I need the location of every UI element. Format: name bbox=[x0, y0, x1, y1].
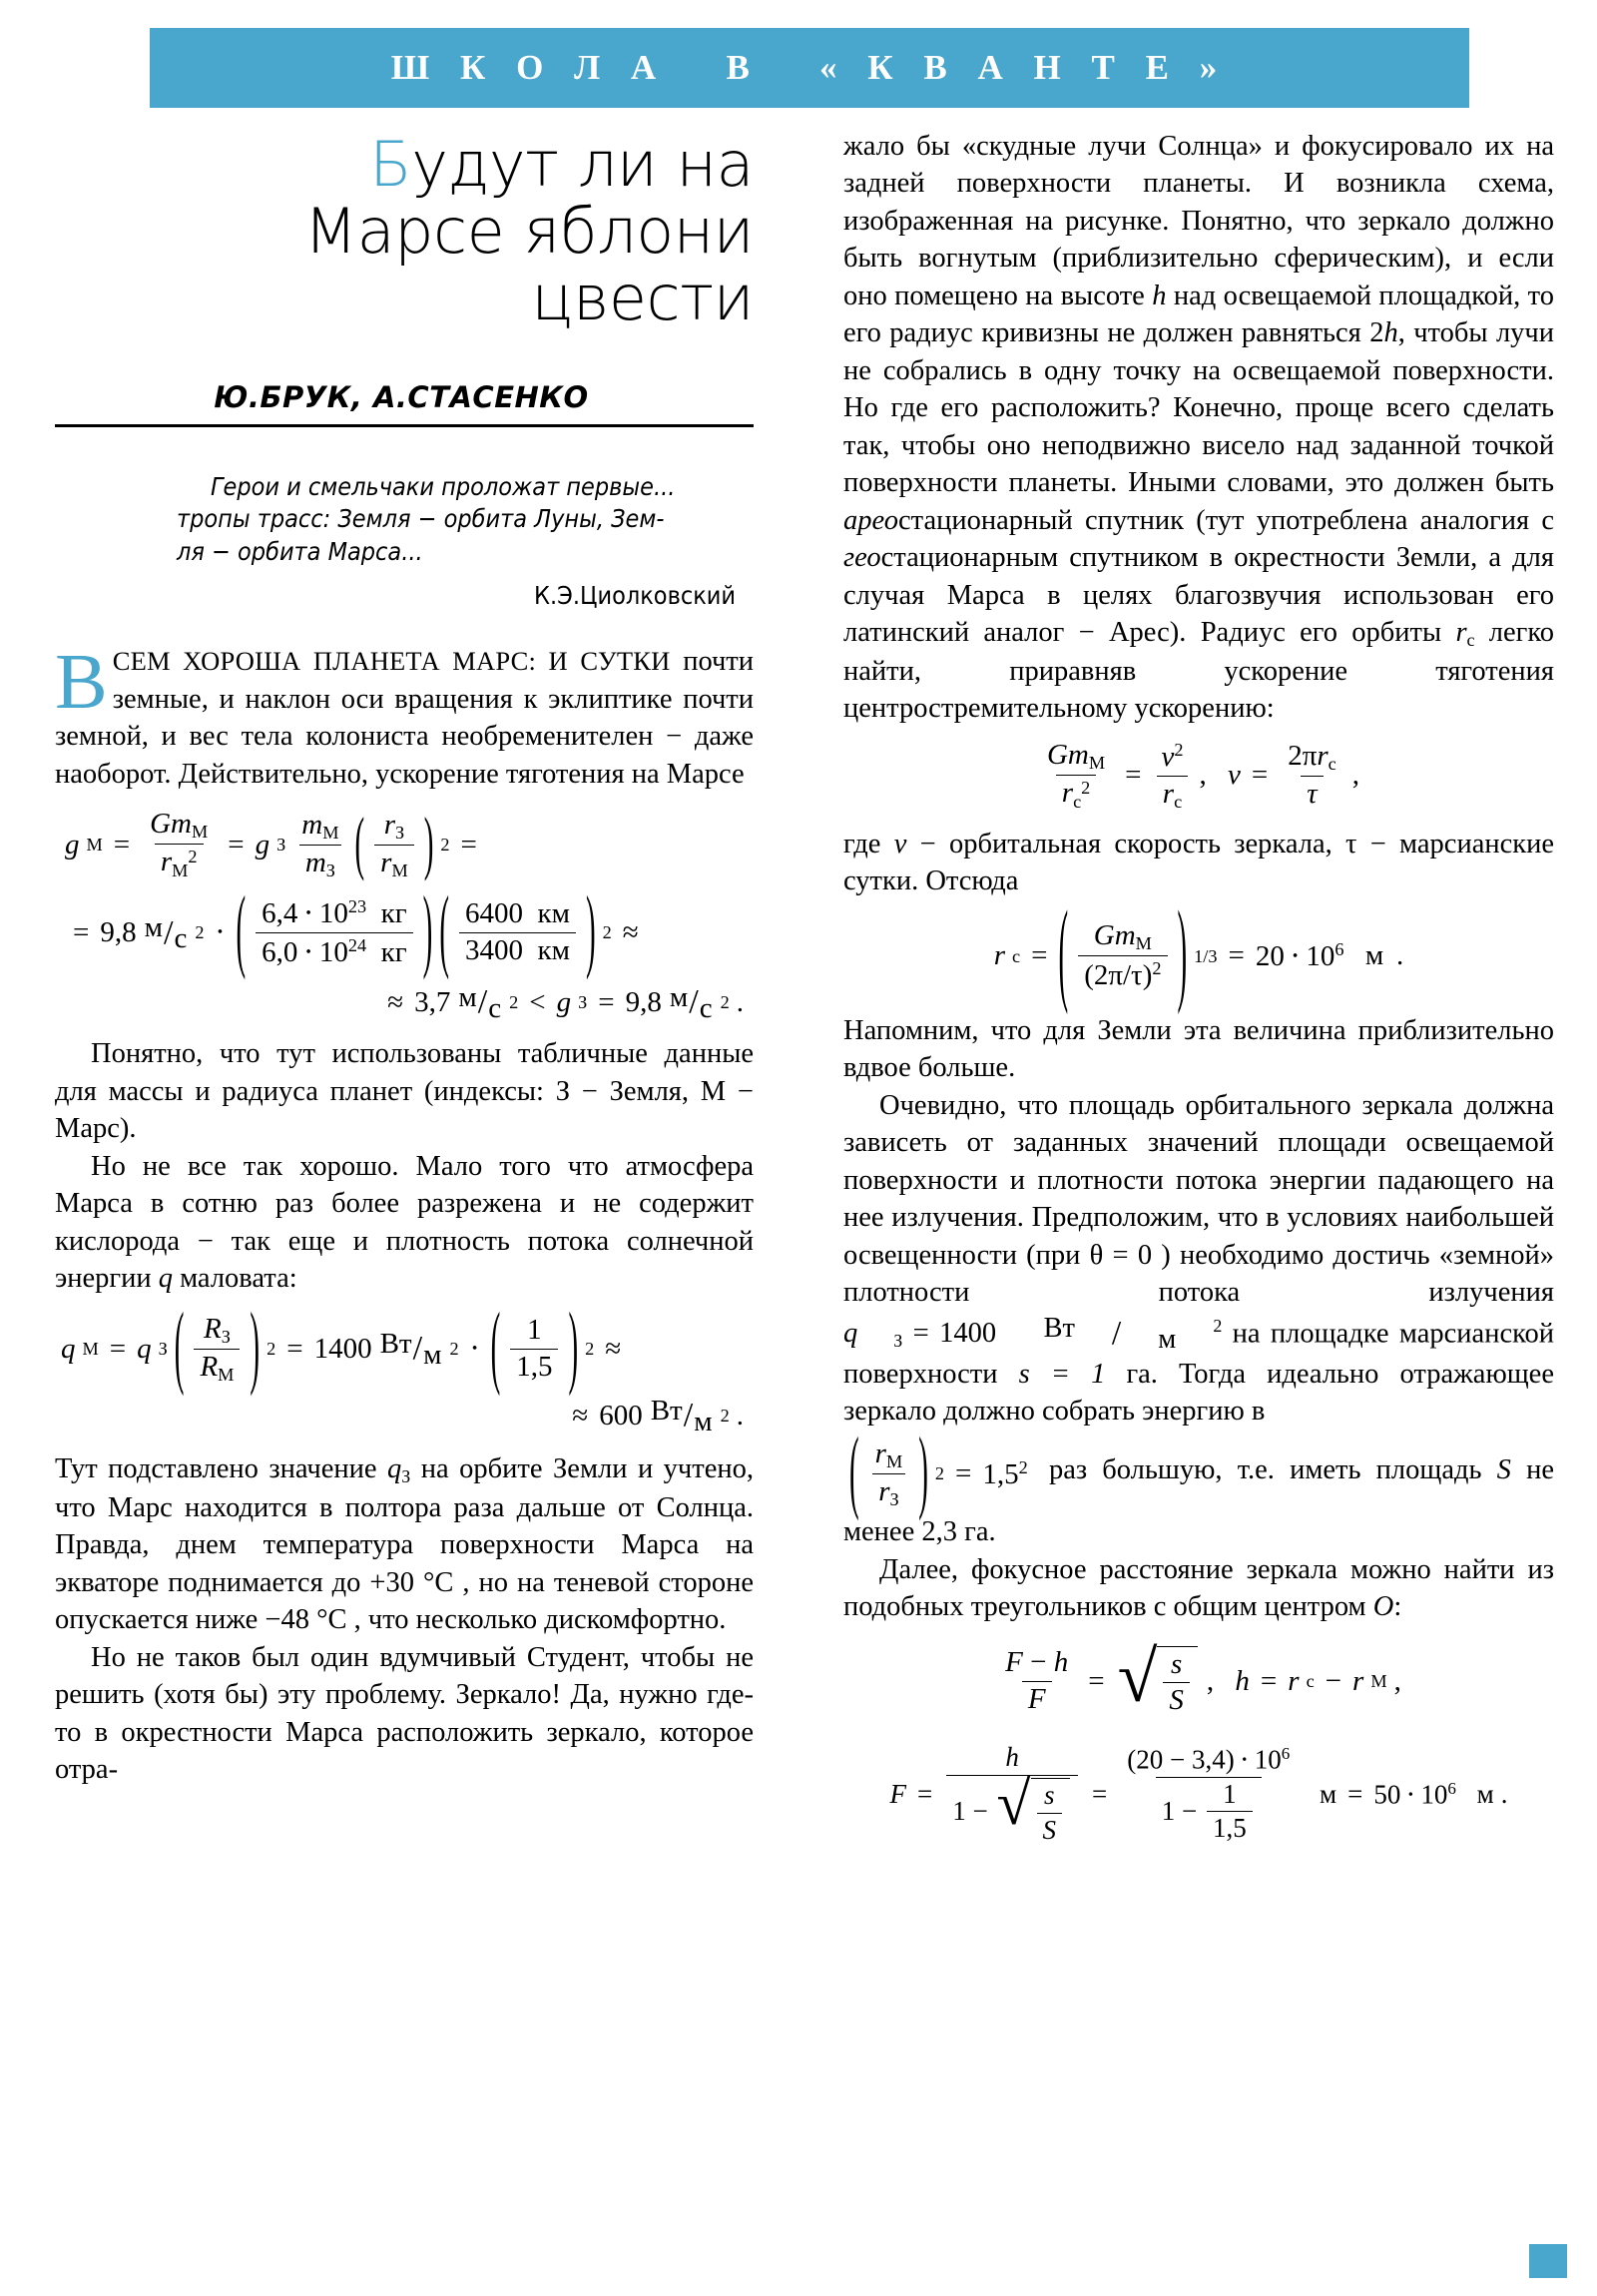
body-dropcap-letter: В bbox=[55, 639, 108, 727]
mirror-scheme-run-b: над освещаемой площадкой, то его радиус кривизны не должен равняться bbox=[843, 280, 1554, 349]
inline-value-theta: θ = 0 bbox=[1089, 1239, 1153, 1271]
title-line-3: цвести bbox=[531, 261, 754, 334]
inline-subscript-c: с bbox=[1466, 630, 1475, 651]
epigraph-line-3: ля − орбита Марса... bbox=[177, 536, 423, 566]
lead-body-run: почти земные, и наклон оси вращения к эклиптике почти земной, и вес тела колониста необременителен − даже наоборот. Действительно, ускорение тяготения на Марсе bbox=[55, 646, 754, 790]
inline-symbol-rc: r bbox=[1455, 617, 1467, 649]
mirror-area-run-b: ) необходимо достичь «земной» плотности потока излучения bbox=[843, 1239, 1554, 1309]
mirror-area-run-d: га. Тогда идеально отражающее зеркало должно собрать энергию в bbox=[843, 1358, 1554, 1428]
inline-symbol-S: S bbox=[1496, 1453, 1511, 1485]
mirror-scheme-run-d: стационарный спутник (тут употреблена аналогия с bbox=[898, 504, 1554, 536]
page-corner-mark bbox=[1529, 2244, 1567, 2278]
epigraph bbox=[177, 471, 736, 569]
formula-flux-mars: q М = q З ( $\frac{RЗ}{RМ}$ ) 2 = 1400 Вт / м 2 ⋅ ( $\frac{1}{1,5}$ ) 2 ≈ bbox=[61, 1296, 622, 1399]
formula-gravity-mars-numeric: = 9,8 м / с 2 ⋅ ( $\frac{6,4 \cdot 1023 кг}{6,0 \cdot 1024 кг}$ ) ( $\frac{6400 км}{3400 км}$ ) 2 ≈ bbox=[73, 879, 639, 983]
paragraph-temperature-run-a: Тут подставлено значение bbox=[55, 1453, 388, 1485]
inline-symbol-v: v bbox=[893, 828, 907, 860]
article-title bbox=[55, 128, 754, 332]
mirror-scheme-run-a: жало бы «скудные лучи Солнца» и фокусировало их на задней поверхности планеты. И возникла схема, изображенная на рисунке. Понятно, что зеркало должно быть вогнутым (приблизительно сферическим), и если оно помещено на высоте bbox=[843, 131, 1554, 311]
article-authors: Ю.БРУК, А.СТАСЕНКО bbox=[214, 379, 589, 414]
paragraph-orbital-speed bbox=[843, 826, 1554, 900]
right-column bbox=[843, 128, 1554, 1859]
title-line-2: Марсе яблони bbox=[303, 194, 754, 268]
paragraph-earth-comparison: Напомним, что для Земли эта величина приблизительно вдвое больше. bbox=[843, 1014, 1554, 1084]
formula-gravity-mars: g М = $\frac{\text{GmМ}}{rМ2}$ = g З $\frac{mМ}{mЗ}$ ( $\frac{rЗ}{rМ}$ ) 2 = bbox=[65, 804, 477, 883]
title-dropcap-letter: Б bbox=[369, 128, 412, 201]
inline-value-s-area: s = 1 bbox=[1018, 1358, 1106, 1390]
formula-gravity-result: ≈ 3,7 м / с 2 < g З = 9,8 м / с 2 . bbox=[387, 980, 744, 1024]
paragraph-atmosphere-run-a: Но не все так хорошо. Мало того что атмосфера Марса в сотню раз более разрежена и не содержит кислорода − так еще и плотность потока солнечной энергии bbox=[55, 1150, 754, 1295]
mirror-area-run-c: на площадке марсианской поверхности bbox=[843, 1317, 1555, 1390]
inline-value-2-3: 2,3 bbox=[921, 1516, 957, 1548]
orbital-speed-run-b: − орбитальная скорость зеркала, τ − марсианские сутки. Отсюда bbox=[843, 828, 1554, 897]
lead-smallcaps-run: СЕМ ХОРОША ПЛАНЕТА МАРС: И СУТКИ bbox=[112, 646, 671, 677]
formula-mirror-ratio: ( $\frac{rМ}{rЗ}$ ) 2 = 1,52 bbox=[849, 1421, 1028, 1524]
mirror-area-run-f: не менее bbox=[843, 1453, 1554, 1548]
paragraph-temperature-run-d: , что несколько дискомфортно. bbox=[346, 1604, 727, 1636]
title-divider-rule bbox=[55, 424, 754, 427]
focal-length-run-b: : bbox=[1393, 1591, 1402, 1623]
epigraph-line-1: Герои и смельчаки проложат первые... bbox=[211, 471, 676, 501]
section-header-title: Ш К О Л А В « К В А Н Т Е » bbox=[390, 48, 1229, 87]
section-header-banner bbox=[150, 28, 1469, 108]
paragraph-atmosphere-run-b: маловата: bbox=[172, 1263, 297, 1295]
paragraph-temperature-run-b: на орбите Земли и учтено, что Марс находится в полтора раза дальше от Солнца. Правда, днем температура поверхности Марса на экваторе поднимается до bbox=[55, 1453, 754, 1598]
inline-subscript-earth: З bbox=[401, 1466, 411, 1487]
lead-paragraph bbox=[55, 639, 754, 793]
paragraph-student-mirror: Но не таков был один вдумчивый Студент, чтобы не решить (хотя бы) эту проблему. Зеркало! Да, нужно где-то в окрестности Марса расположить зеркало, которое отра- bbox=[55, 1641, 754, 1786]
paragraph-table-data: Понятно, что тут использованы табличные данные для массы и радиуса планет (индексы: З − Земля, М − Марс). bbox=[55, 1038, 754, 1145]
paragraph-mirror-scheme bbox=[843, 128, 1554, 728]
paragraph-focal-length bbox=[843, 1551, 1554, 1626]
mirror-area-run-g: га. bbox=[957, 1516, 996, 1548]
paragraph-temperature-run-c: , но на теневой стороне опускается ниже bbox=[55, 1566, 754, 1636]
inline-value-q-earth-flux: q З = 1400 Вт / м 2 bbox=[843, 1312, 1223, 1355]
formula-similar-triangles: $\frac{F - h}{F}$ = √ $\frac{s}{S}$ , h = r с − r М , bbox=[1005, 1635, 1401, 1717]
inline-value-temp-max: +30 °C bbox=[369, 1566, 454, 1598]
mirror-area-run-a: Очевидно, что площадь орбитального зеркала должна зависеть от заданных значений площади освещаемой поверхности и плотности потока энергии падающего на нее излучения. Предположим, что в условиях наибольшей освещенности (при bbox=[843, 1089, 1554, 1271]
inline-italic-geo: гео bbox=[843, 542, 881, 574]
formula-orbit-equation: $\frac{\text{GmМ}}{rс2}$ = $\frac{v2}{rс}$ , v = $\frac{\text{2πrс}}{\tau}$ , bbox=[1046, 738, 1360, 812]
inline-symbol-q: q bbox=[158, 1263, 173, 1295]
paragraph-atmosphere bbox=[55, 1148, 754, 1298]
orbital-speed-run-a: где bbox=[843, 828, 894, 860]
paragraph-temperature bbox=[55, 1450, 754, 1638]
title-line-1-rest: удут ли на bbox=[411, 128, 754, 201]
epigraph-line-2: тропы трасс: Земля − орбита Луны, Зем- bbox=[177, 504, 665, 534]
formula-focal-numeric: F = h 1 − √ $\frac{s}{S}$ = (20 − 3,4) ⋅ 106 1 − $\frac{1}{1,5}$ м = 50 ⋅ 106 м . bbox=[889, 1742, 1508, 1845]
mirror-scheme-run-c: , чтобы лучи не собрались в одну точку на освещаемой поверхности. Но где его расположить? Конечно, проще всего сделать так, чтобы оно неподвижно висело над заданной точкой поверхности планеты. Иными словами, это должен быть bbox=[843, 317, 1554, 499]
mirror-scheme-run-f: легко найти, приравняв ускорение тяготения центростремительному ускорению: bbox=[843, 617, 1554, 725]
mirror-scheme-run-e: стационарным спутником в окрестности Земли, а для случая Марса в целях благозвучия использован его латинский аналог − Арес). Радиус его орбиты bbox=[843, 542, 1554, 649]
focal-length-run-a: Далее, фокусное расстояние зеркала можно найти из подобных треугольников с общим центром bbox=[843, 1553, 1554, 1623]
inline-value-2h: 2h bbox=[1369, 317, 1398, 349]
inline-symbol-h: h bbox=[1152, 280, 1167, 311]
inline-symbol-q-earth: q bbox=[387, 1453, 402, 1485]
left-column bbox=[55, 128, 754, 1789]
mirror-area-run-e: раз большую, т.е. иметь площадь bbox=[1048, 1453, 1497, 1485]
inline-symbol-O: O bbox=[1372, 1591, 1394, 1623]
paragraph-mirror-area bbox=[843, 1087, 1554, 1431]
epigraph-attribution: К.Э.Циолковский bbox=[534, 581, 736, 611]
inline-value-temp-min: −48 °C bbox=[265, 1604, 347, 1636]
inline-italic-areo: арео bbox=[843, 504, 899, 536]
formula-orbit-radius: r с = ( $\frac{\text{GmМ}}{(2\pi/\tau)2}$ ) 1/3 = 20 ⋅ 106 м . bbox=[993, 889, 1404, 1018]
formula-flux-result: ≈ 600 Вт / м 2 . bbox=[572, 1394, 744, 1437]
